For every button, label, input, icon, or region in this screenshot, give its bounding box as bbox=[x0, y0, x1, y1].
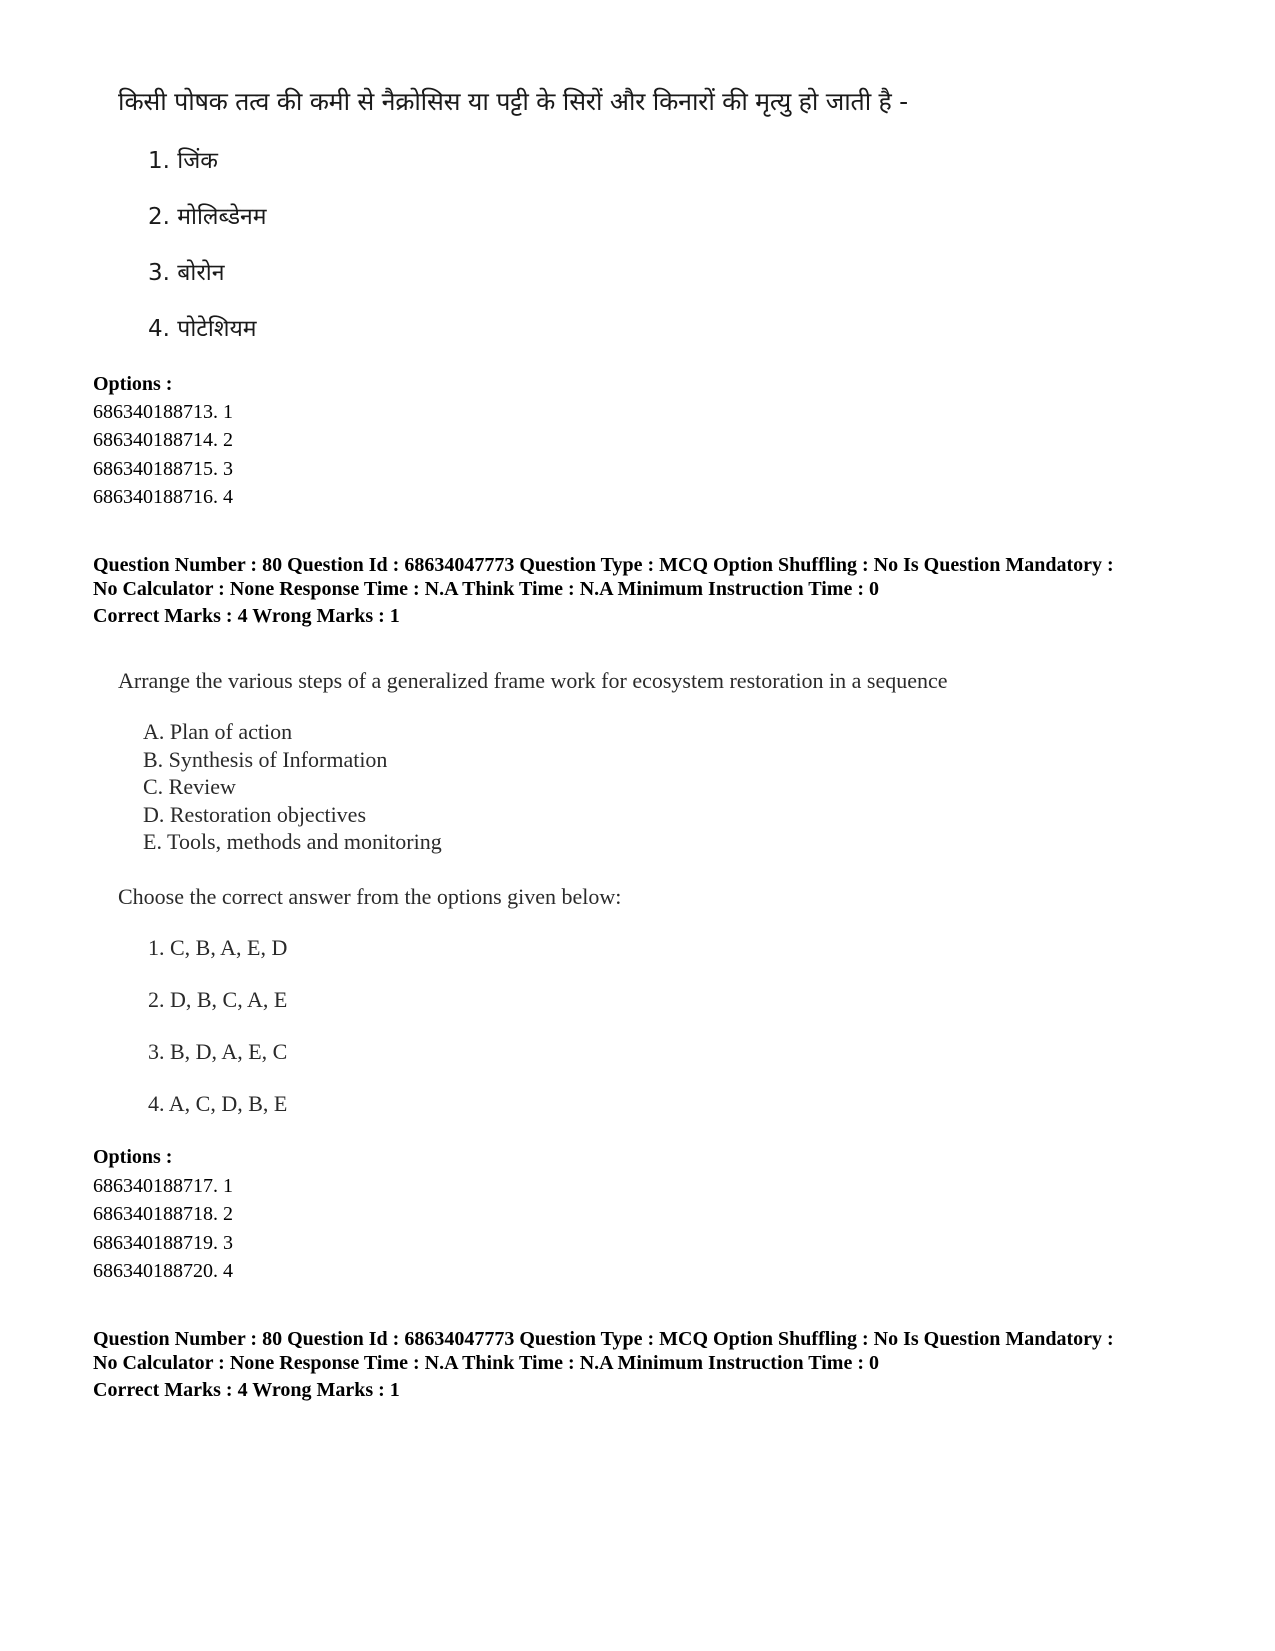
question-stem-hindi: किसी पोषक तत्व की कमी से नैक्रोसिस या पट्टी के सिरों और किनारों की मृत्यु हो जाती है - bbox=[118, 87, 908, 116]
sequence-item: D. Restoration objectives bbox=[143, 801, 367, 827]
question-marks: Correct Marks : 4 Wrong Marks : 1 bbox=[93, 605, 400, 627]
option-id-line: 686340188720. 4 bbox=[93, 1260, 233, 1282]
question-choice: 4. A, C, D, B, E bbox=[148, 1091, 288, 1116]
question-meta-line: No Calculator : None Response Time : N.A Think Time : N.A Minimum Instruction Time : 0 bbox=[93, 578, 879, 600]
question-marks: Correct Marks : 4 Wrong Marks : 1 bbox=[93, 1379, 400, 1401]
option-id-line: 686340188718. 2 bbox=[93, 1203, 233, 1225]
sequence-items bbox=[143, 718, 442, 856]
options-label: Options : bbox=[93, 1146, 173, 1168]
option-id-line: 686340188715. 3 bbox=[93, 458, 233, 480]
question-choice: 3. बोरोन bbox=[148, 260, 225, 286]
option-id-line: 686340188714. 2 bbox=[93, 429, 233, 451]
option-id-line: 686340188719. 3 bbox=[93, 1232, 233, 1254]
sequence-item: A. Plan of action bbox=[143, 719, 293, 744]
sequence-item: B. Synthesis of Information bbox=[143, 746, 388, 772]
question-stem: Arrange the various steps of a generalized frame work for ecosystem restoration in a sequence bbox=[118, 668, 948, 693]
option-id-line: 686340188713. 1 bbox=[93, 401, 233, 423]
question-meta bbox=[93, 553, 1203, 601]
question-meta-line: Question Number : 80 Question Id : 68634047773 Question Type : MCQ Option Shuffling : No Is Question Mandatory : bbox=[93, 1328, 1114, 1350]
question-choice: 2. D, B, C, A, E bbox=[148, 987, 288, 1012]
sequence-item: E. Tools, methods and monitoring bbox=[143, 829, 442, 854]
question-choice: 4. पोटेशियम bbox=[148, 316, 257, 342]
question-meta-line: No Calculator : None Response Time : N.A Think Time : N.A Minimum Instruction Time : 0 bbox=[93, 1352, 879, 1374]
options-label: Options : bbox=[93, 373, 173, 395]
question-meta bbox=[93, 1327, 1203, 1375]
question-choice: 2. मोलिब्डेनम bbox=[148, 204, 267, 230]
question-choice: 1. C, B, A, E, D bbox=[148, 935, 288, 960]
question-choice: 3. B, D, A, E, C bbox=[148, 1039, 288, 1064]
sequence-item: C. Review bbox=[143, 774, 236, 799]
option-id-line: 686340188716. 4 bbox=[93, 486, 233, 508]
choose-instruction: Choose the correct answer from the options given below: bbox=[118, 884, 622, 909]
option-id-line: 686340188717. 1 bbox=[93, 1175, 233, 1197]
question-meta-line: Question Number : 80 Question Id : 68634047773 Question Type : MCQ Option Shuffling : No Is Question Mandatory : bbox=[93, 554, 1114, 576]
question-choice: 1. जिंक bbox=[148, 148, 218, 174]
